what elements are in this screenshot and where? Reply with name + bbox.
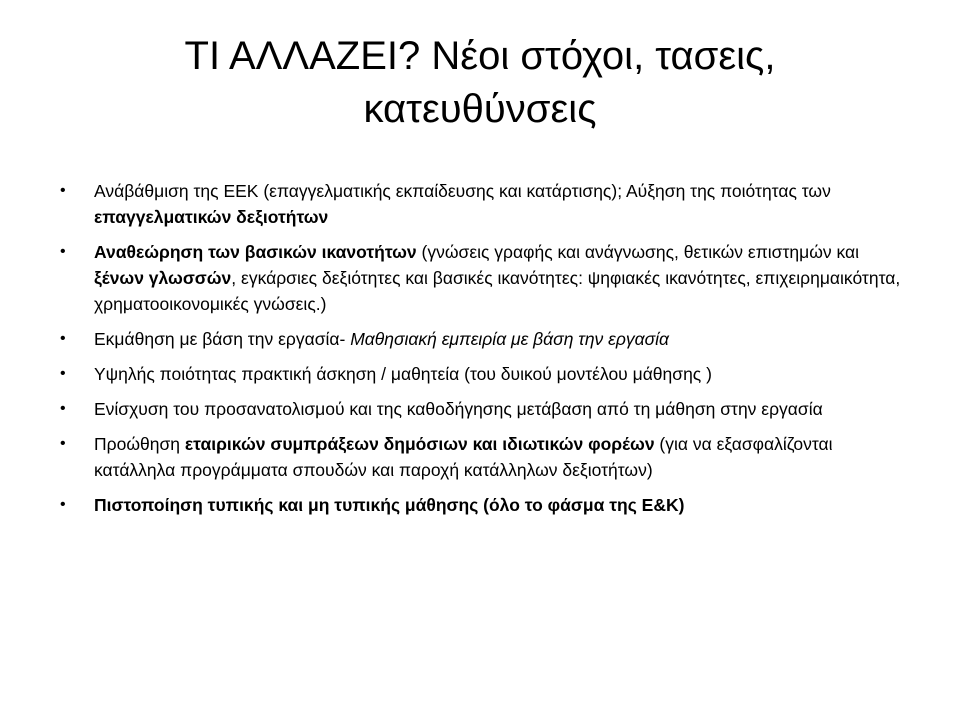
slide-title-line-1: ΤΙ ΑΛΛΑΖΕΙ? Νέοι στόχοι, τασεις, — [184, 34, 776, 78]
bullet-text: Υψηλής ποιότητας πρακτική άσκηση / μαθητεία (του δυικού μοντέλου μάθησης ) — [94, 364, 712, 384]
bullet-icon: • — [60, 182, 66, 199]
bullet-text-bold: εταιρικών συμπράξεων δημόσιων και ιδιωτικών φορέων — [184, 434, 655, 454]
bullet-text-italic: Μαθησιακή εμπειρία με βάση την εργασία — [350, 329, 670, 349]
bullet-item-6 — [60, 431, 910, 483]
bullet-text: , εγκάρσιες δεξιότητες και βασικές ικανότητες: ψηφιακές ικανότητες, επιχειρημαικότητα, χρηματοοικονομικές γνώσεις.) — [94, 268, 901, 314]
bullet-text: Ενίσχυση του προσανατολισμού και της καθοδήγησης μετάβαση από τη μάθηση στην εργασία — [94, 399, 823, 419]
bullet-item-7 — [60, 492, 910, 518]
bullet-item-5 — [60, 396, 910, 422]
bullet-text: Εκμάθηση με βάση την εργασία- — [94, 329, 351, 349]
bullet-item-4 — [60, 361, 910, 387]
bullet-item-3 — [60, 326, 910, 352]
bullet-icon: • — [60, 496, 66, 513]
bullet-icon: • — [60, 330, 66, 347]
bullet-icon: • — [60, 243, 66, 260]
bullet-text-bold: επαγγελματικών δεξιοτήτων — [94, 207, 329, 227]
slide-title-line-2: κατευθύνσεις — [363, 87, 597, 131]
bullet-item-1 — [60, 178, 910, 230]
bullet-icon: • — [60, 365, 66, 382]
slide-title — [60, 30, 900, 136]
bullet-text-bold: Αναθεώρηση των βασικών ικανοτήτων — [94, 242, 417, 262]
bullet-text-bold: Πιστοποίηση τυπικής και μη τυπικής μάθησης (όλο το φάσμα της Ε&Κ) — [94, 495, 685, 515]
bullet-text: (για να εξασφαλίζονται κατάλληλα προγράμματα σπουδών και παροχή κατάλληλων δεξιοτήτων) — [94, 434, 833, 480]
bullet-text-bold: ξένων γλωσσών — [94, 268, 232, 288]
bullet-list — [60, 178, 910, 527]
bullet-text: Ανάβάθμιση της ΕΕΚ (επαγγελματικής εκπαίδευσης και κατάρτισης); Αύξηση της ποιότητας των — [94, 181, 831, 201]
bullet-item-2 — [60, 239, 910, 317]
bullet-text: (γνώσεις γραφής και ανάγνωσης, θετικών επιστημών και — [416, 242, 860, 262]
bullet-text: Προώθηση — [94, 434, 185, 454]
bullet-icon: • — [60, 400, 66, 417]
bullet-icon: • — [60, 435, 66, 452]
